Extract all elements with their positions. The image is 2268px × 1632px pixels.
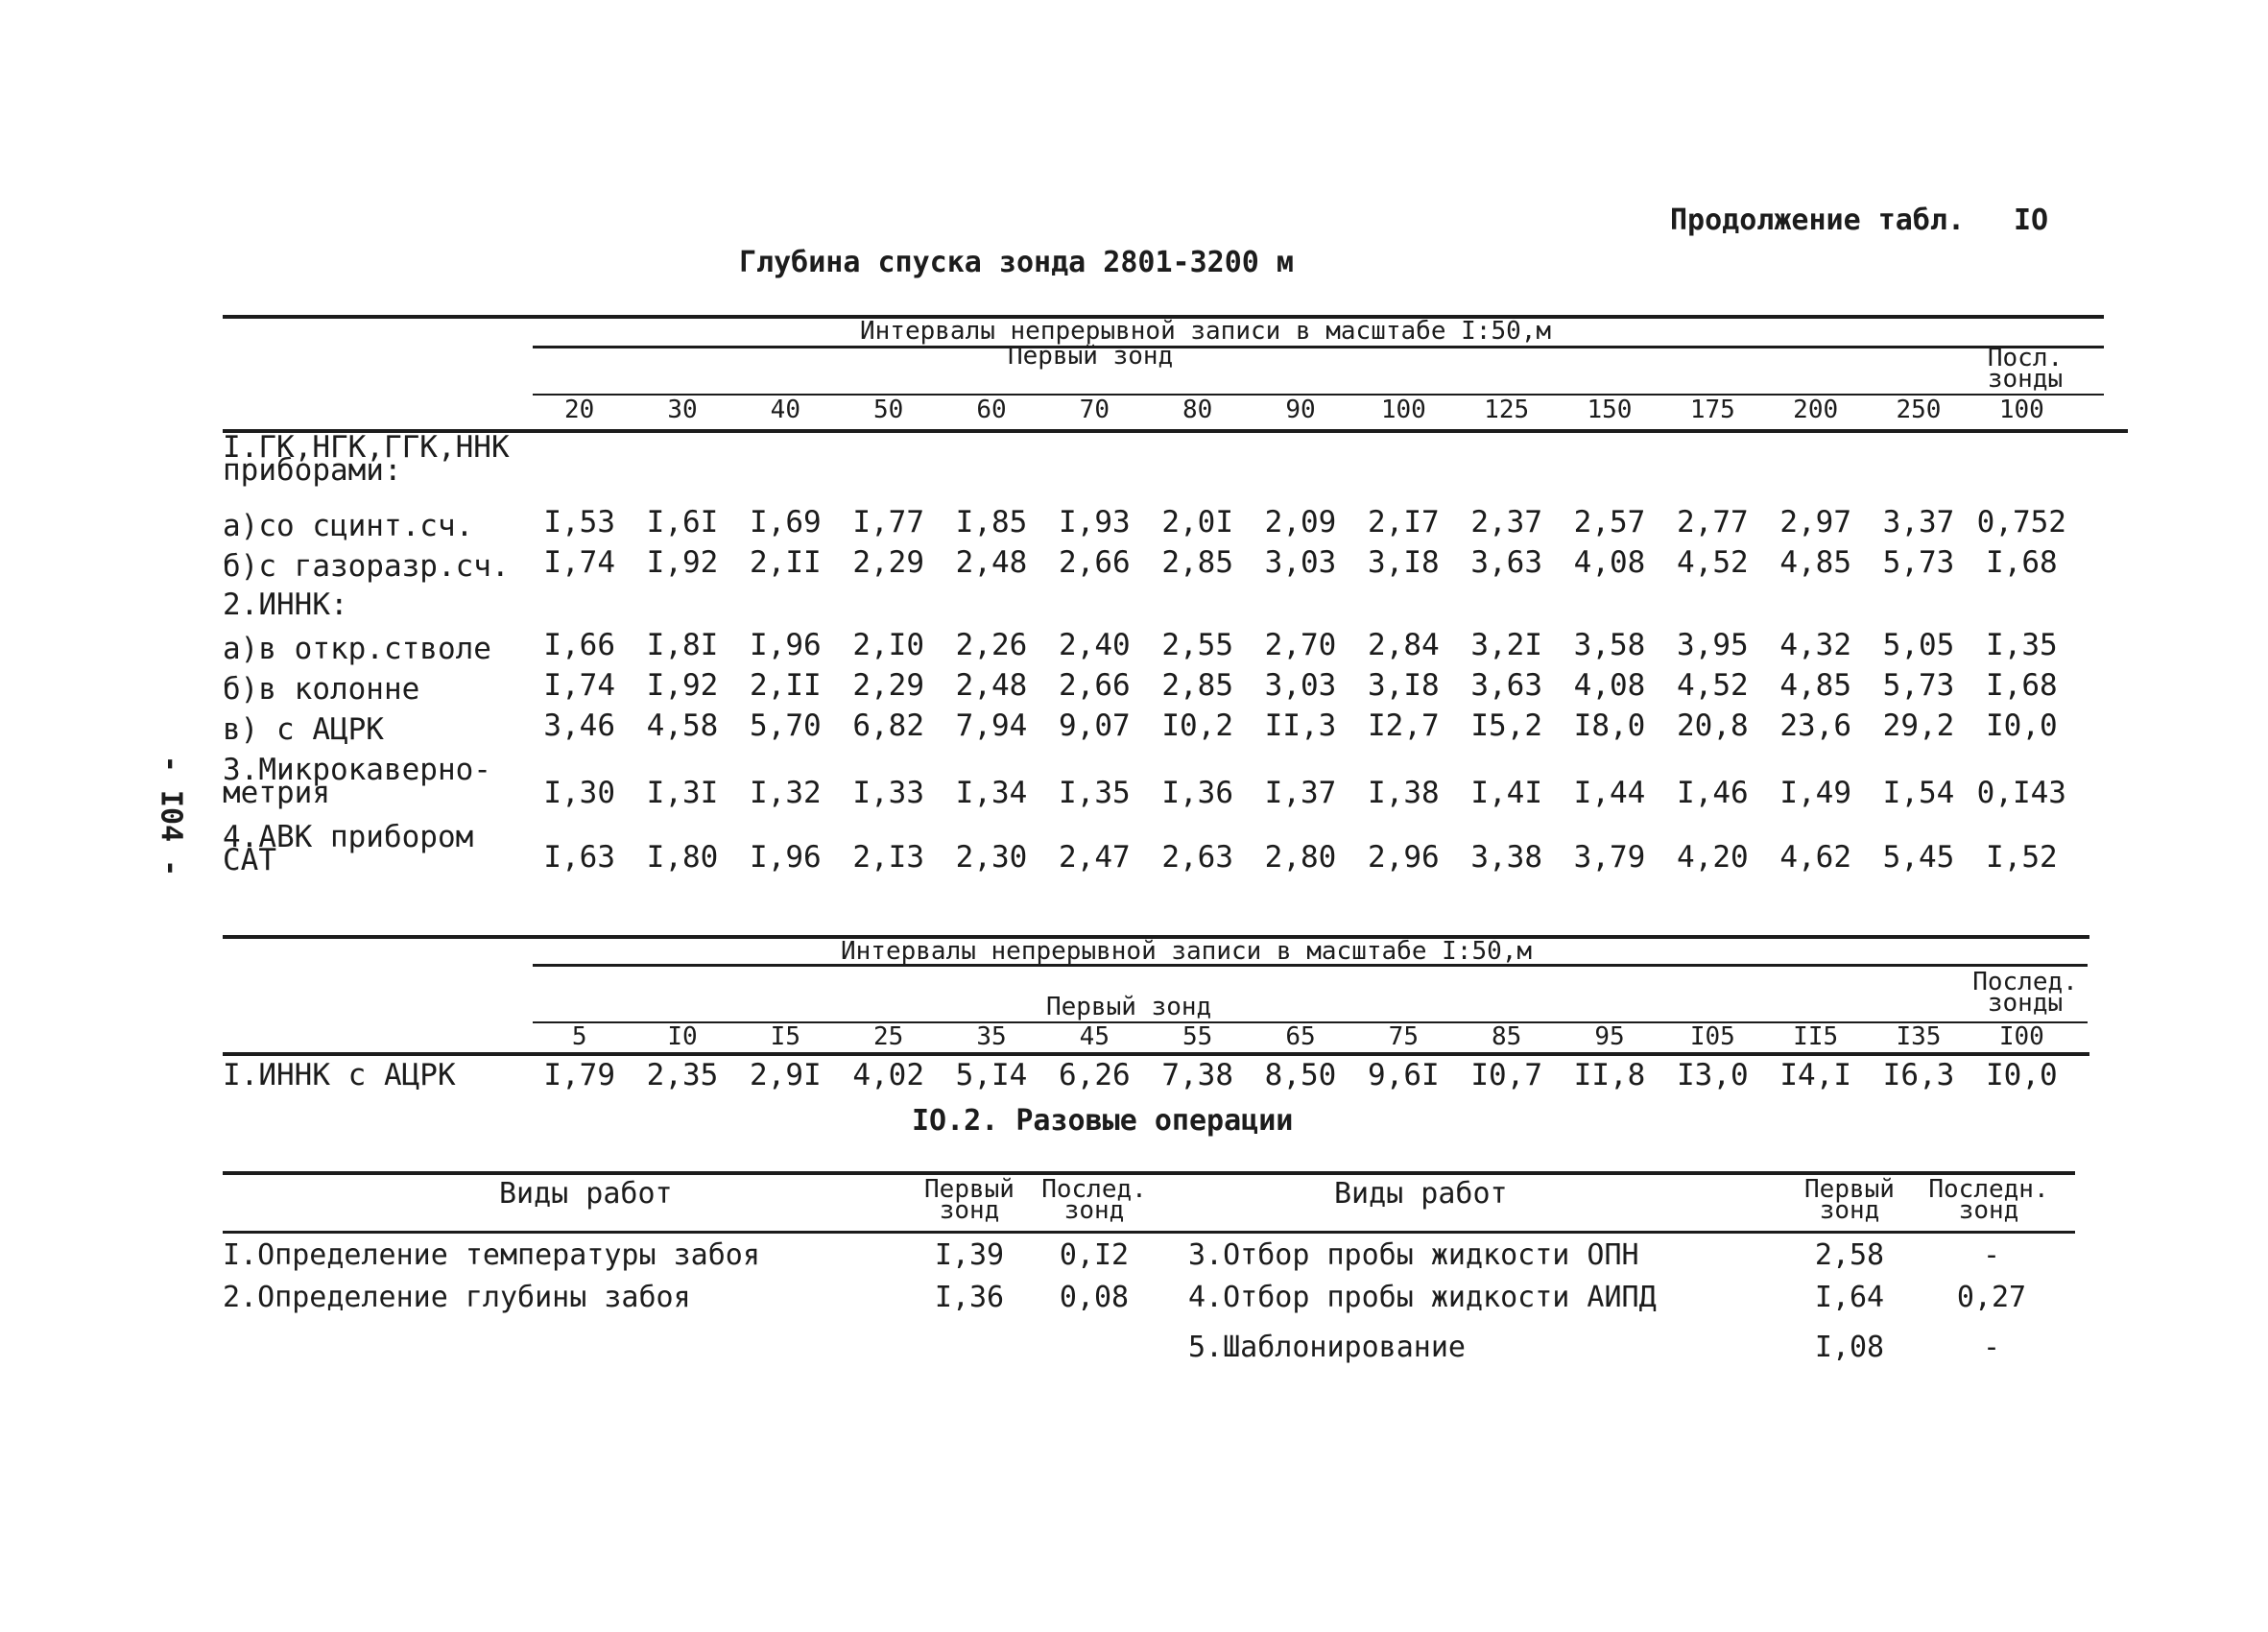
- table-cell: 4,02: [852, 1058, 924, 1092]
- table-cell: I,74: [543, 545, 615, 580]
- table-cell: 2,63: [1161, 840, 1233, 875]
- block2-col-header: 55: [1182, 1022, 1213, 1051]
- table-row: [528, 776, 2073, 810]
- operation-value: -: [1982, 1238, 2001, 1272]
- table-cell: I,63: [543, 840, 615, 875]
- table-cell: 4,52: [1677, 545, 1749, 580]
- block2-col-header: I5: [770, 1022, 800, 1051]
- table-cell: I,66: [543, 628, 615, 662]
- table-cell: 2,37: [1470, 505, 1542, 540]
- table-cell: I,93: [1059, 505, 1131, 540]
- block2-col-header: I00: [1998, 1022, 2044, 1051]
- table-cell: I,96: [750, 628, 822, 662]
- table-cell: 3,I8: [1368, 545, 1440, 580]
- last-probe-header-left: Послед. зонд: [1041, 1175, 1147, 1225]
- table-cell: 2,I0: [852, 628, 924, 662]
- table-cell: I,69: [750, 505, 822, 540]
- table-cell: I2,7: [1368, 708, 1440, 743]
- table-cell: 2,40: [1059, 628, 1131, 662]
- block2-row-label: I.ИННК с АЦРК: [223, 1058, 456, 1092]
- table-cell: 29,2: [1882, 708, 1955, 743]
- table-cell: 3,63: [1470, 668, 1542, 703]
- table-cell: 3,46: [543, 708, 615, 743]
- row-label: 2.ИННК:: [223, 588, 348, 622]
- table-cell: 2,26: [955, 628, 1028, 662]
- section2-title: IO.2. Разовые операции: [912, 1104, 1294, 1138]
- table-cell: 4,52: [1677, 668, 1749, 703]
- table-cell: I,4I: [1470, 776, 1542, 810]
- table-cell: I,49: [1779, 776, 1851, 810]
- table-cell: I,6I: [646, 505, 719, 540]
- block1-col-header: 70: [1079, 396, 1110, 424]
- table-cell: I,46: [1677, 776, 1749, 810]
- block1-col-header: 100: [1380, 396, 1426, 424]
- operation-label: 5.Шаблонирование: [1188, 1331, 1466, 1364]
- block2-col-header: I05: [1689, 1022, 1735, 1051]
- table-cell: 6,26: [1059, 1058, 1131, 1092]
- table-cell: 2,55: [1161, 628, 1233, 662]
- table-cell: 3,I8: [1368, 668, 1440, 703]
- operation-value: -: [1982, 1331, 2001, 1364]
- subtitle: Глубина спуска зонда 2801-3200 м: [739, 246, 1294, 279]
- table-cell: I,8I: [646, 628, 719, 662]
- table-cell: I,68: [1986, 545, 2058, 580]
- block1-column-headers: [528, 396, 2073, 424]
- block2-row-values: [528, 1058, 2073, 1092]
- table-cell: I,52: [1986, 840, 2058, 875]
- block1-col-header: 30: [667, 396, 698, 424]
- operation-label: 4.Отбор пробы жидкости АИПД: [1188, 1281, 1657, 1314]
- block2-col-header: 5: [571, 1022, 587, 1051]
- table-cell: 0,I43: [1976, 776, 2066, 810]
- operation-value: 0,I2: [1059, 1238, 1130, 1272]
- table-cell: I4,I: [1779, 1058, 1851, 1092]
- operation-value: 2,58: [1814, 1238, 1885, 1272]
- block2-col-header: 35: [976, 1022, 1007, 1051]
- block1-header: Интервалы непрерывной записи в масштабе I:50,м: [860, 317, 1552, 346]
- row-label: 4.АВК прибором САТ: [223, 820, 474, 877]
- table-cell: I,79: [543, 1058, 615, 1092]
- row-label: а)со сцинт.сч.: [223, 509, 474, 543]
- table-cell: 2,97: [1779, 505, 1851, 540]
- table-cell: I,85: [955, 505, 1028, 540]
- table-cell: 2,35: [646, 1058, 719, 1092]
- table-cell: 2,48: [955, 668, 1028, 703]
- table-cell: 5,73: [1882, 545, 1955, 580]
- table-cell: 6,82: [852, 708, 924, 743]
- block1-col-header: 50: [873, 396, 904, 424]
- table-cell: 0,752: [1976, 505, 2066, 540]
- table-cell: 3,38: [1470, 840, 1542, 875]
- table-cell: I,92: [646, 545, 719, 580]
- table-cell: 9,6I: [1368, 1058, 1440, 1092]
- block1-col-header: 80: [1182, 396, 1213, 424]
- block1-col-header: 125: [1484, 396, 1530, 424]
- operation-label: 3.Отбор пробы жидкости ОПН: [1188, 1238, 1639, 1272]
- operation-value: I,36: [934, 1281, 1005, 1314]
- table-cell: I,35: [1059, 776, 1131, 810]
- block2-last-probe: Послед. зонды: [1972, 968, 2078, 1018]
- table-cell: 4,85: [1779, 668, 1851, 703]
- block1-first-probe: Первый зонд: [1008, 342, 1174, 371]
- table-cell: I0,0: [1986, 708, 2058, 743]
- table-cell: 2,66: [1059, 668, 1131, 703]
- block2-col-header: 65: [1285, 1022, 1316, 1051]
- table-cell: I3,0: [1677, 1058, 1749, 1092]
- table-cell: I0,0: [1986, 1058, 2058, 1092]
- block1-col-header: 150: [1587, 396, 1633, 424]
- table-cell: 2,I7: [1368, 505, 1440, 540]
- first-probe-header-right: Первый зонд: [1804, 1175, 1895, 1225]
- block1-col-header: 60: [976, 396, 1007, 424]
- block2-col-header: 45: [1079, 1022, 1110, 1051]
- table-cell: I,74: [543, 668, 615, 703]
- block2-col-header: 25: [873, 1022, 904, 1051]
- table-cell: I5,2: [1470, 708, 1542, 743]
- table-cell: 2,II: [750, 545, 822, 580]
- row-label: а)в откр.стволе: [223, 632, 491, 666]
- table-cell: 4,62: [1779, 840, 1851, 875]
- table-cell: 4,58: [646, 708, 719, 743]
- table-cell: 2,29: [852, 545, 924, 580]
- work-types-header-right: Виды работ: [1334, 1177, 1508, 1211]
- table-cell: 2,66: [1059, 545, 1131, 580]
- block1-col-header: 90: [1285, 396, 1316, 424]
- table-cell: 4,85: [1779, 545, 1851, 580]
- table-row: [528, 840, 2073, 875]
- table-cell: 2,70: [1264, 628, 1337, 662]
- page-number: - I04 -: [154, 755, 188, 877]
- table-cell: 2,I3: [852, 840, 924, 875]
- continuation-label: Продолжение табл.: [1670, 204, 1966, 237]
- table-cell: 3,03: [1264, 668, 1337, 703]
- table-cell: 3,79: [1573, 840, 1646, 875]
- table-cell: I,44: [1573, 776, 1646, 810]
- table-cell: 7,94: [955, 708, 1028, 743]
- operation-value: I,64: [1814, 1281, 1885, 1314]
- table-cell: I6,3: [1882, 1058, 1955, 1092]
- table-cell: 4,32: [1779, 628, 1851, 662]
- table-cell: 7,38: [1161, 1058, 1233, 1092]
- table-cell: 20,8: [1677, 708, 1749, 743]
- table-number: IO: [2014, 204, 2049, 237]
- table-cell: 4,08: [1573, 668, 1646, 703]
- table-row: [528, 668, 2073, 703]
- operation-value: I,39: [934, 1238, 1005, 1272]
- table-cell: 3,58: [1573, 628, 1646, 662]
- table-cell: I0,7: [1470, 1058, 1542, 1092]
- block1-col-header: 100: [1998, 396, 2044, 424]
- block2-column-headers: [528, 1022, 2073, 1051]
- table-cell: I,96: [750, 840, 822, 875]
- block2-col-header: II5: [1793, 1022, 1839, 1051]
- table-cell: I,92: [646, 668, 719, 703]
- table-cell: II,8: [1573, 1058, 1646, 1092]
- table-cell: 5,I4: [955, 1058, 1028, 1092]
- table-cell: I,37: [1264, 776, 1337, 810]
- row-label: б)с газоразр.сч.: [223, 549, 510, 584]
- block2-header: Интервалы непрерывной записи в масштабе I:50,м: [841, 937, 1533, 966]
- block2-col-header: I35: [1896, 1022, 1942, 1051]
- table-cell: I,32: [750, 776, 822, 810]
- table-cell: 2,29: [852, 668, 924, 703]
- table-cell: 2,77: [1677, 505, 1749, 540]
- table-cell: 2,85: [1161, 668, 1233, 703]
- table-cell: II,3: [1264, 708, 1337, 743]
- table-cell: 9,07: [1059, 708, 1131, 743]
- table-cell: 2,96: [1368, 840, 1440, 875]
- row-label: б)в колонне: [223, 672, 420, 707]
- table-cell: I,68: [1986, 668, 2058, 703]
- block1-col-header: 175: [1689, 396, 1735, 424]
- table-cell: 3,37: [1882, 505, 1955, 540]
- row-label: 3.Микрокаверно-метрия: [223, 753, 491, 810]
- block2-col-header: 75: [1388, 1022, 1419, 1051]
- table-cell: 2,80: [1264, 840, 1337, 875]
- table-cell: 2,57: [1573, 505, 1646, 540]
- block1-last-probe: Посл. зонды: [1987, 344, 2064, 394]
- table-cell: I8,0: [1573, 708, 1646, 743]
- operation-label: I.Определение температуры забоя: [223, 1238, 760, 1272]
- table-cell: 2,0I: [1161, 505, 1233, 540]
- table-cell: 5,73: [1882, 668, 1955, 703]
- table-cell: 23,6: [1779, 708, 1851, 743]
- table-cell: 2,47: [1059, 840, 1131, 875]
- block1-col-header: 40: [770, 396, 800, 424]
- table-cell: 3,95: [1677, 628, 1749, 662]
- table-cell: I,3I: [646, 776, 719, 810]
- table-cell: I,35: [1986, 628, 2058, 662]
- operation-label: 2.Определение глубины забоя: [223, 1281, 691, 1314]
- last-probe-header-right: Последн. зонд: [1928, 1175, 2049, 1225]
- block2-col-header: I0: [667, 1022, 698, 1051]
- block2-first-probe: Первый зонд: [1046, 993, 1212, 1021]
- table-cell: 2,9I: [750, 1058, 822, 1092]
- table-cell: 3,63: [1470, 545, 1542, 580]
- table-cell: 5,05: [1882, 628, 1955, 662]
- table-cell: 2,II: [750, 668, 822, 703]
- table-row: [528, 708, 2073, 743]
- table-cell: 2,84: [1368, 628, 1440, 662]
- table-cell: 2,30: [955, 840, 1028, 875]
- operation-value: I,08: [1814, 1331, 1885, 1364]
- table-cell: I,36: [1161, 776, 1233, 810]
- row-label: в) с АЦРК: [223, 712, 384, 747]
- table-cell: I,77: [852, 505, 924, 540]
- table-cell: 2,48: [955, 545, 1028, 580]
- table-cell: 4,08: [1573, 545, 1646, 580]
- table-cell: 3,2I: [1470, 628, 1542, 662]
- table-cell: 2,09: [1264, 505, 1337, 540]
- block2-col-header: 85: [1492, 1022, 1522, 1051]
- operation-value: 0,08: [1059, 1281, 1130, 1314]
- table-row: [528, 545, 2073, 580]
- operation-value: 0,27: [1956, 1281, 2027, 1314]
- table-cell: I0,2: [1161, 708, 1233, 743]
- table-cell: I,38: [1368, 776, 1440, 810]
- work-types-header-left: Виды работ: [499, 1177, 673, 1211]
- block2-col-header: 95: [1594, 1022, 1625, 1051]
- table-row: [528, 505, 2073, 540]
- table-cell: 4,20: [1677, 840, 1749, 875]
- block1-col-header: 20: [564, 396, 595, 424]
- table-cell: I,80: [646, 840, 719, 875]
- table-cell: I,34: [955, 776, 1028, 810]
- table-cell: 8,50: [1264, 1058, 1337, 1092]
- table-cell: 2,85: [1161, 545, 1233, 580]
- table-cell: 3,03: [1264, 545, 1337, 580]
- table-cell: I,53: [543, 505, 615, 540]
- block1-col-header: 250: [1896, 396, 1942, 424]
- table-row: [528, 628, 2073, 662]
- first-probe-header-left: Первый зонд: [924, 1175, 1015, 1225]
- table-cell: I,54: [1882, 776, 1955, 810]
- table-cell: I,33: [852, 776, 924, 810]
- row-label: I.ГК,НГК,ГГК,ННК приборами:: [223, 430, 510, 488]
- table-cell: 5,70: [750, 708, 822, 743]
- table-cell: 5,45: [1882, 840, 1955, 875]
- table-cell: I,30: [543, 776, 615, 810]
- block1-col-header: 200: [1793, 396, 1839, 424]
